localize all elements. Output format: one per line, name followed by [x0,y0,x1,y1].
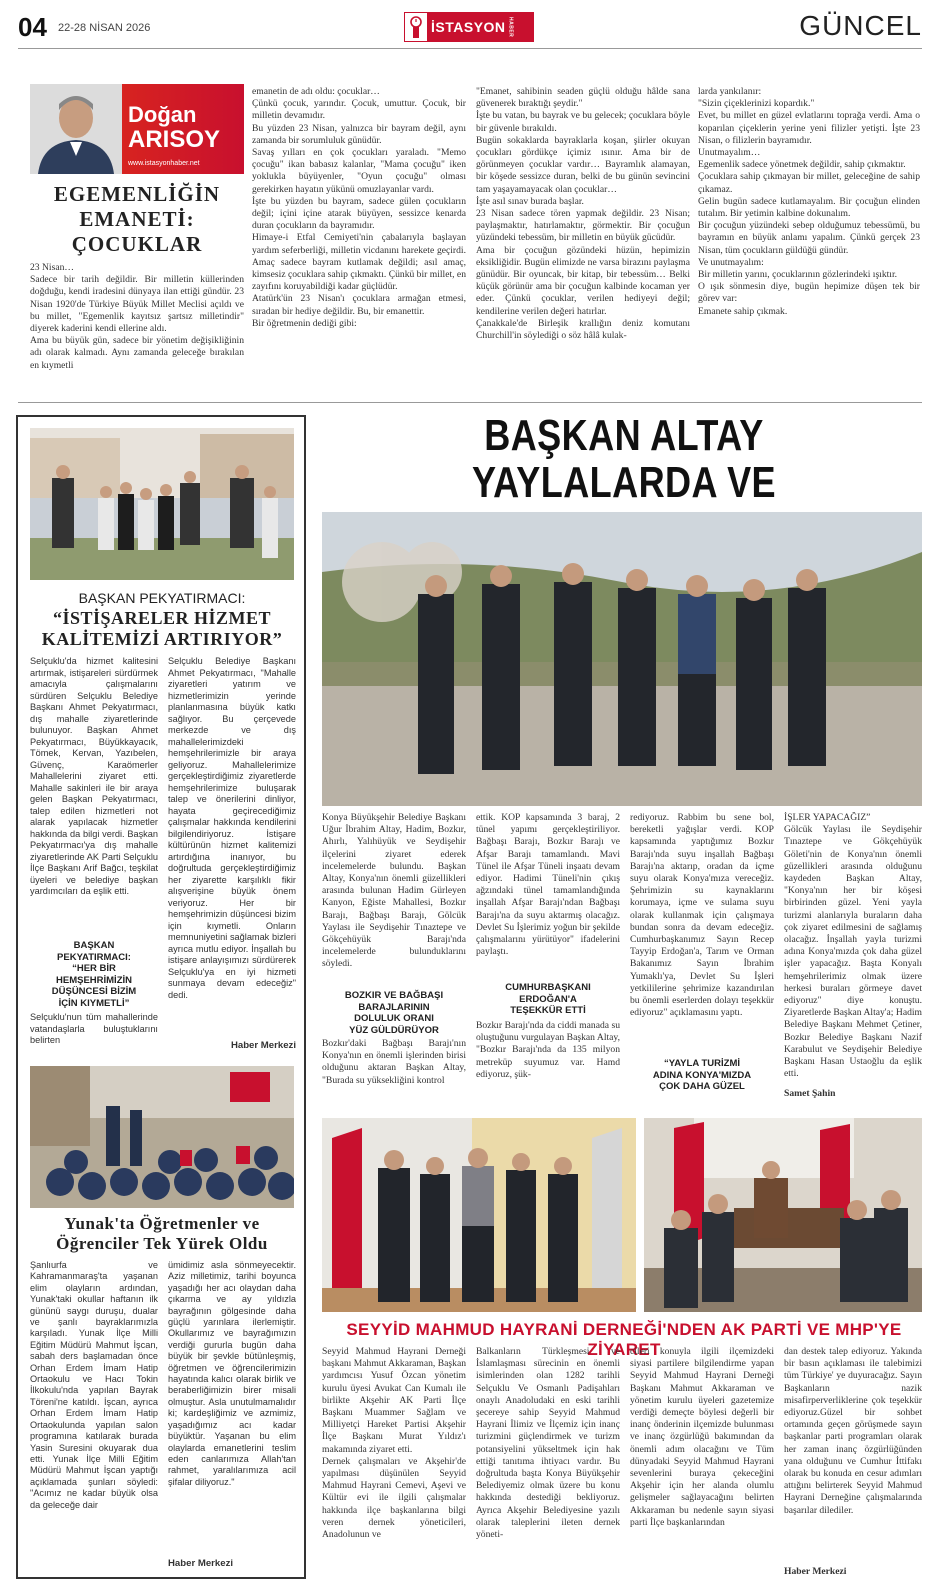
main-text-4: Bozkır Barajı'nda da ciddi manada su oluştuğunu vurgulayan Başkan Altay, "Bozkır Barajı'nda da 135 milyon metreküp suyumuz var. Hamd ediyoruz, şük- [476,1020,620,1080]
story1-inline-head: BAŞKAN PEKYATIRMACI: “HER BİR HEMŞEHRİMİZİN DÜŞÜNCESİ BİZİM İÇİN KIYMETLİ” [51,940,137,1009]
main-head-2: CUMHURBAŞKANI ERDOĞAN'A TEŞEKKÜR ETTİ [505,982,591,1016]
section-rule [18,402,922,403]
author-first-name: Doğan [128,102,197,127]
main-text-5: rediyoruz. Rabbim bu sene bol, bereketli yağışlar verdi. KOP kapsamında yaptığımız Bozkır Barajı'nda suyu inşallah Bağbaşı Barajı'na aktarıp, oradan da içme suyu olarak Konya'mıza vereceğiz. Şehrimizin su kaynaklarını korumaya, içme ve sulama suyu olarak kullanmak için çalışmaya bundan sonra da devam edeceğiz. Cumhurbaşkanımız Sayın Recep Tayyip Erdoğan'a, Tarım ve Orman Bakanımız Sayın İbrahim Yumaklı'ya, Devlet Su İşleri yetkililerine şehrimize kazandırılan bu önemli eserlerden dolayı teşekkür ediyoruz" açıklamasını yaptı. [630,812,774,1019]
author-banner [30,84,244,174]
column-text-2: emanetin de adı oldu: çocuklar… Çünkü çocuk, yarındır. Çocuk, umuttur. Çocuk, bir milletin devamıdır. Bu yüzden 23 Nisan, yalnızca bir bayram değil, aynı zamanda bir sorumluluk günüdür. Savaş yılları en çok çocukları yaraladı. "Memo çocuğu" ikan babasız kalanlar, "Mama çocuğu" iken yoklukla büyüyenler, "Oyun çocuğu" olması gerekirken hayatın yükünü omuzlayanlar vardı. İşte bu yüzden bu bayram, sadece gülen çocukların değil; içini içine atarak büyüyen, sessizce kenarda duran çocukların da bayramıdır. Himaye-i Etfal Cemiyeti'nin çabalarıyla başlayan yardım seferberliği, milletin vicdanını harekete geçirdi. Amaç sadece bayram kutlamak değildi; asıl amaç, kimsesiz çocuklara sahip çıkmaktı. Çünkü bir millet, en zayıfını koruyabildiği kadar güçlüdür. Atatürk'ün 23 Nisan'ı çocuklara armağan etmesi, sıradan bir hediye değildir. Bu, bir emanettir. Bir öğretmenin dediği gibi: [252,86,466,329]
bottom-text-1: Seyyid Mahmud Hayrani Derneği başkanı Mahmut Akkaraman, Başkan yardımcısı Yusuf Özcan yönetim kurulu üyesi Avukat Can Kumalı ile birlikte Akşehir AK Parti İlçe Başkanı Muammer Sağlam ve Milliyetçi Hareket Partisi Akşehir İlçe Başkanı Murat Yıldız'ı makamında ziyaret etti. Dernek çalışmaları ve Akşehir'de yapılması düşünülen Seyyid Mahmud Hayrani Cemevi, Aşevi ve Kültür evi ile ilgili çalışmalar hakkında ilçe başkanlarına bilgi veren dernek yöneticileri, Anadolunun ve [322,1346,466,1541]
bottom-text-3: cileri konuyla ilgili ilçemizdeki siyasi partilere bilgilendirme yapan Seyyid Mahmud Hayrani Derneği Başkanı Mahmut Akkaraman ve yönetim kurulu üyeleri gazetemize verdiği demeçte böylesi değerli bir inanç önderinin ilçemizde bulunması ve inanç özgürlüğü bakımından da önemli adım olacağını ve Tüm dünyadaki Seyyid Mahmud Hayrani sevenlerini buraya çekeceğini Akşehir için her alanda olumlu gelişmeler sağlayacağını belirten Akkaraman bu nedenle sayın siyasi parti İlçe başkanlarından [630,1346,774,1528]
story1-title: “İSTİŞARELER HİZMET KALİTEMİZİ ARTIRIYOR” [41,608,283,649]
author-photo [30,84,122,174]
photo-yunak-ceremony [30,1066,294,1208]
main-head-3: “YAYLA TURİZMİ ADINA KONYA'MIZDA ÇOK DAHA GÜZEL [652,1058,752,1092]
logo-subtext: HABER [507,16,514,38]
story1-text-1: Selçuklu'da hizmet kalitesini artırmak, istişareleri sürdürmek amacıyla çalışmalarını sürdüren Selçuklu Belediye Başkanı Ahmet Pekyatırmacı, dış mahalle ziyaretlerinde bulunuyor. Başkan Ahmet Pekyatırmacı, Büyükkayacık, Tömek, Kervan, Yazıbelen, Güvenç, Karaömerler Mahallelerini ziyaret etti. Mahalle sakinleri ile bir araya gelen Başkan Pekyatırmacı, talep edilen hizmetleri not alarak yapılacak hizmetler hakkında da bilgi verdi. Başkan Pekyatırmacı'ya dış mahalle ziyaretlerinde AK Parti Selçuklu İlçe Başkanı Arif Bağcı, teşkilat üyeleri ve belediye başkan yardımcıları da eşlik etti. [30,656,158,896]
main-text-2: Bozkır'daki Bağbaşı Barajı'nın Konya'nın en önemli işlerinden birisi olduğunu aktaran Başkan Altay, "Burada su yüksekliğini kontrol [322,1038,466,1086]
section-name: GÜNCEL [799,10,922,41]
story1-text-2: Selçuklu'nun tüm mahallerinde vatandaşlarla buluştuklarını belirten [30,1012,158,1045]
bottom-text-4: dan destek talep ediyoruz. Yakında bir basın açıklaması ile talebimizi tüm Türkiye' ye duyuracağız. Sayın Başkanların nazik misafirperverliklerine çok teşekkür ediyoruz.Güzel bir sohbet ortamında geçen görüşmede sayın başkanlar parti programları olarak her zaman inanç özgürlüğünden yana olduğunu ve Cumhur İttifakı olarak bu konuda en cesur adımları attığını belirterek Seyyid Mahmud Hayrani Derneğine çalışmalarında başarılar dilediler. [784,1346,922,1516]
column-text-3: "Emanet, sahibinin seaden güçlü olduğu hâlde sana güvenerek bıraktığı şeydir." İşte bu vatan, bu bayrak ve bu gelecek; çocuklara böyle bir güvenle bırakıldı. Bugün sokaklarda bayraklarla koşan, şiirler okuyan çocukları gördükçe içimiz ısınır. Ama bir de görünmeyen çocuklar vardır… Bayramlık alamayan, bir köşede sessizce duran, belki de bu günün sevincini tam yaşayamayacak olan çocuklar… İşte asıl sınav burada başlar. 23 Nisan sadece tören yapmak değildir. 23 Nisan; paylaşmaktır, hatırlamaktır, görmektir. Bir çocuğun yüzündeki tebessüm, bir milletin en büyük gücüdür. Ama bir çocuğun gözündeki hüzün, hepimizin eksikliğidir. Bugün elimizde ne varsa birazını paylaşma günüdür. Bir oyuncak, bir kitap, bir tebessüm… Belki küçük görünür ama bir çocuğun kalbinde kocaman yer eder. Çünkü çocuklar, verilen hediyeyi değil; kendilerine verilen değeri hatırlar. Çanakkale'de Birleşik krallığın deniz komutanı Churchill'in söylediği o söz hâlâ kulak- [476,86,690,342]
page-number: 04 [18,12,47,42]
story1-subtitle: BAŞKAN PEKYATIRMACI: [78,590,246,606]
story1-signature: Haber Merkezi [230,1040,296,1051]
main-text-6: İŞLER YAPACAĞIZ” Gölcük Yaylası ile Seydişehir Tınaztepe ve Gökçehüyük Göleti'nin de Konya'nın önemli güzellikleri arasında olduğunu kaydeden Başkan Altay, "Konya'nın her bir köşesi birbirinden güzel. Yeni yayla turizmi alanlarıyla buraların daha çok ziyaret edilmesini de sağlamış olacağız. İnşallah yayla turizmi adına Konya'mızda çok daha güzel işler yapacağız. Başta Konyalı hemşehrilerimiz olmak üzere herkesi buraları görmeye davet ediyoruz" diye konuştu. Ziyaretlerde Başkan Altay'a; Hadim Belediye Başkanı Mehmet Çetiner, Bozkır Belediye Başkanı Nazif Karabulut ve Seydişehir Belediye Başkanı Hasan Ustaoğlu da eşlik etti. [784,812,922,1080]
column-text-1: 23 Nisan… Sadece bir tarih değildir. Bir milletin küllerinden doğduğu, kendi iradesini dünyaya ilan ettiği gündür. 23 Nisan 1920'de Türkiye Büyük Millet Meclisi açıldı ve bu millet, "Egemenlik kayıtsız şartsız milletindir" diyerek kaderini kendi ellerine aldı. Ama bu büyük gün, sadece bir yönetim değişikliğinin adı olarak kalmadı. Aynı zamanda geleceğe bırakılan en kıymetli [30,262,244,371]
main-text-3: ettik. KOP kapsamında 3 baraj, 2 tünel yapımı gerçekleştiriliyor. Bağbaşı Barajı, Bozkır Barajı ve Afşar Barajı tamamlandı. Mavi Tünel ile Afşar Tüneli inşaatı devam ediyor. Hadimi Tüneli'nin çıkış ağzındaki tünel tamamlandığında inşallah Afşar Barajı'ndan Bağbaşı Barajı'na da suyu aktarmış olacağız. Devlet Su İşlerimiz yoğun bir şekilde çalışmalarını yürütüyor" ifadelerini paylaştı. [476,812,620,958]
header-rule [18,48,922,49]
story2-text-2: ümidimiz asla sönmeyecektir. Aziz milletimiz, tarihi boyunca yaşadığı her acı olaydan daha çıkarma ve ay yıldızla bayrağının gölgesinde daha güçlü yarınlara ilerlemiştir. Okullarımız ve bayrağımızın verdiği gururla bugün daha büyük bir şevkle bütünleşmiş, öğretmen ve öğrencilerimizin hayatında kalıcı olarak birlik ve beraberliğimizin birer misali olmuştur. Asla unutulmamalıdır ki; kardeşliğimiz ve azmimiz, yaşadığımız acı kadar büyüktür. Yaşanan bu elim olaylarda emanetlerini teslim eden canlarımıza Allah'tan rahmet, yaralılarımıza acil şifalar diliyoruz." [168,1260,296,1487]
story1-text-3: Selçuklu Belediye Başkanı Ahmet Pekyatırmacı, "Mahalle ziyaretleri yatırım ve hizmetlerimizin yerinde planlanmasına büyük katkı sağlıyor. Bu çerçevede merkezde ve dış mahallelerimizdeki hemşehrilerimizle bir araya geliyoruz. Mahallelerimize gerçekleştirdiğimiz ziyaretlerde hemşehrilerimize buluşarak talep ve önerilerini dinliyor, hayata geçirecediğimiz çalışmalar hakkında kendilerini bilgilendiriyoruz. İstişare kültürünün hizmet kalitemizi artırdığına inanıyor, bu doğrultuda gerçekleştirdiğimiz her ziyarette karşılıklı fikir alışverişine büyük önem veriyoruz. Her bir hemşehrimizin düşüncesi bizim için kıymetli. Onların memnuniyetini sağlamak bizleri ayrıca mutlu ediyor. İnşallah bu istişare anlayışımızı sürdürerek Selçuklu'ya en iyi hizmeti sunmaya devam edeceğiz" dedi. [168,656,296,1000]
story2-title: Yunak'ta Öğretmenler ve Öğrenciler Tek Yürek Oldu [56,1214,268,1253]
issue-date: 22-28 NİSAN 2026 [58,22,151,34]
photo-akparti-visit [322,1118,636,1312]
column-title: EGEMENLİĞİN EMANETİ: ÇOCUKLAR [53,182,221,256]
author-last-name: ARISOY [128,126,221,153]
main-head-1: BOZKIR VE BAĞBAŞI BARAJLARININ DOLULUK ORANI YÜZ GÜLDÜRÜYOR [344,990,444,1036]
author-site[interactable]: www.istasyonhaber.net [128,160,200,167]
main-signature: Samet Şahin [784,1088,836,1099]
logo-text: İSTASYON [431,19,506,35]
main-text-1: Konya Büyükşehir Belediye Başkanı Uğur İbrahim Altay, Hadim, Bozkır, Ahırlı, Yalıhüyük ve Seydişehir ilçelerini ziyaret ederek incelemelerde bulundu. Başkan Altay, Konya'nın önemli güzellikleri arasında bulunan Hadim Gürleyen Kanyon, Eğiste Mahallesi, Bozkır Barajı, Bağbaşı Barajı, Gölcük Yaylası ile Seydişehir Tınaztepe ve Gökçehüyük Barajı'nda incelemelerde bulunduklarını söyledi. [322,812,466,970]
photo-altay-group [322,512,922,806]
photo-pekyatirmaci-visit [30,428,294,580]
column-text-4: larda yankılanır: "Sizin çiçeklerinizi kopardık." Evet, bu millet en güzel evlatlarını toprağa verdi. Ama o koparılan çiçeklerin yerine yeni filizler yetişti. İşte 23 Nisan, o filizlerin bayramıdır. Unutmayalım… Egemenlik sadece yönetmek değildir, sahip çıkmaktır. Çocuklara sahip çıkmayan bir millet, geleceğine de sahip çıkamaz. Gelin bugün sadece kutlamayalım. Bir çocuğun elinden tutalım. Bir yetimin kalbine dokunalım. Bir çocuğun yüzündeki sebep olduğumuz tebessümü, bu bayramın en büyük anlamı yapalım. Çünkü gerçek 23 Nisan, tüm çocukların güldüğü gündür. Ve unutmayalım: Bir milletin yarını, çocuklarının gözlerindeki ışıktır. O ışık sönmesin diye, bugün hepimize düşen tek bir görev var: Emanete sahip çıkmak. [698,86,920,317]
story2-signature: Haber Merkezi [168,1558,234,1569]
bottom-signature: Haber Merkezi [784,1566,847,1577]
photo-mhp-visit [644,1118,922,1312]
bottom-story-title: SEYYİD MAHMUD HAYRANİ DERNEĞİ'NDEN AK PARTİ VE MHP'YE ZİYARET [346,1320,902,1359]
newspaper-logo[interactable] [404,12,534,42]
main-headline: BAŞKAN ALTAY YAYLALARDA VE [471,411,777,507]
clock-tower-icon [405,13,427,41]
bottom-text-2: Balkanların Türkleşmesi ve İslamlaşması sürecinin en önemli isimlerinden olan 1282 tarihli Selçuklu Ve Osmanlı Padişahları onaylı Anadoludaki en eski tarihli şecereye sahip Seyyid Mahmud Hayrani İlimiz ve İlçemiz için inanç turizmini güçlendirmek ve turizm potansiyelini yükseltmek için hak ettiği tanıtıma ihtiyacı vardır. Bu doğrultuda başta Konya Büyükşehir Belediyemiz olmak üzere bu konu hakkında destediği bekliyoruz. Ayrıca Akşehir Belediyesine yazılı olarak taleplerini ileten dernek yöneti- [476,1346,620,1541]
story2-text-1: Şanlıurfa ve Kahramanmaraş'ta yaşanan elim olayların ardından, Yunak'taki okullar haftanın ilk gününü saygı duruşu, dualar ve şanlı bayraklarımızla karşıladı. Yunak İlçe Milli Eğitim Müdürü Mahmut İşcan, sabah ders başlamadan önce Orhan Erdem İmam Hatip Ortaokulu ve Hacı Tokin İlkokulu'nda yapılan Bayrak Töreni'ne katıldı. İşcan, ayrıca Orhan Erdem İmam Hatip Ortaokulunda yapılan salon programına katılarak burada Yasin Suresini okuyarak dua etti. Yunak İlçe Milli Eğitim Müdürü Mahmut İşcan yaptığı açıklamada şunları söyledi: "Acımız ne kadar büyük olsa da geleceğe dair [30,1260,158,1510]
